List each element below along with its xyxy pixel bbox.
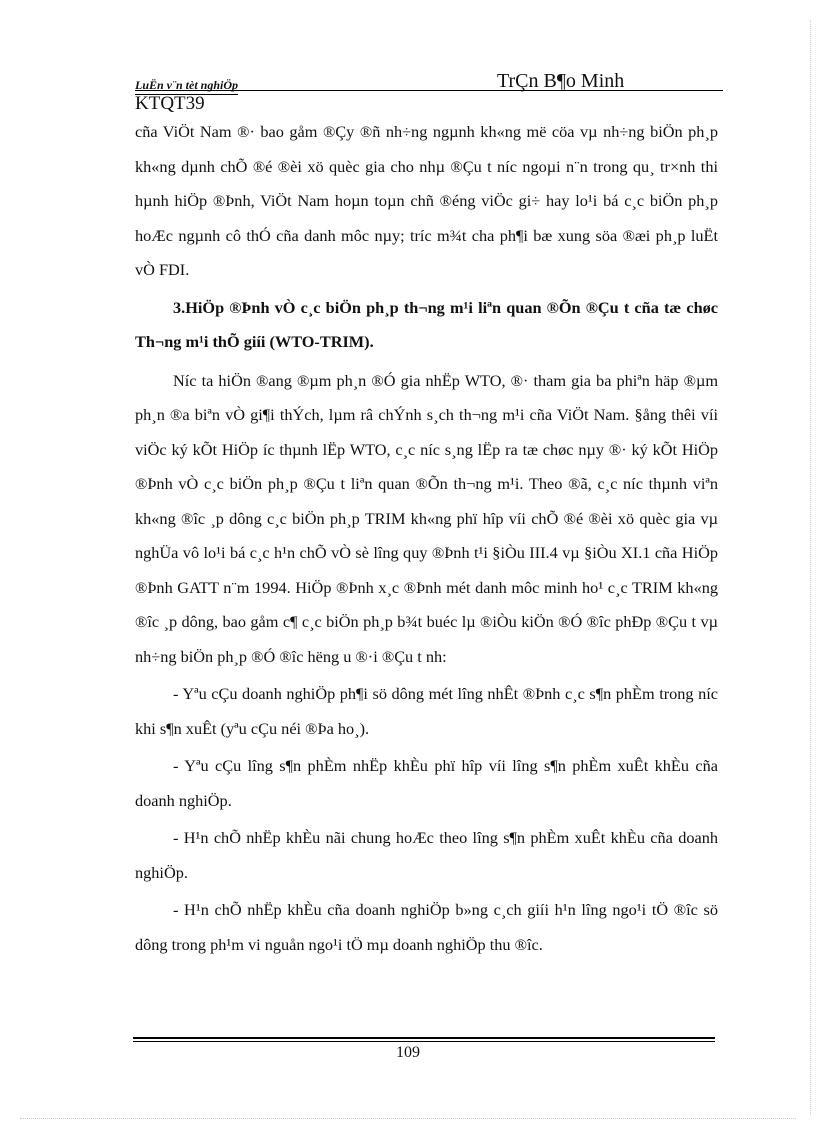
section-heading-text: 3.HiÖp ®Þnh vÒ c¸c biÖn ph¸p th¬ng m¹i liªn quan ®Õn ®Çu t cña tæ chøc Th¬ng m¹i thÕ giíi	[135, 297, 718, 351]
page-edge-right	[810, 20, 811, 1115]
page-edge-bottom	[20, 1118, 796, 1119]
bullet-item-3: - H¹n chÕ nhËp khÈu nãi chung hoÆc theo lîng s¶n phÈm xuÊt khÈu cña doanh nghiÖp.	[135, 828, 718, 882]
bullet-item-2: - Yªu cÇu lîng s¶n phÈm nhËp khÈu phï hîp víi lîng s¶n phÈm xuÊt khÈu cña doanh nghiÖp.	[135, 756, 718, 810]
bullet-item-1: - Yªu cÇu doanh nghiÖp ph¶i sö dông mét lîng nhÊt ®Þnh c¸c s¶n phÈm trong níc khi s¶n xuÊt (yªu cÇu néi ®Þa ho¸).	[135, 684, 718, 738]
intro-paragraph: cña ViÖt Nam ®· bao gåm ®Çy ®ñ nh÷ng ngµnh kh«ng më cöa vµ nh÷ng biÖn ph¸p kh«ng dµnh chÕ ®é ®èi xö quèc gia cho nhµ ®Çu t níc ngoµi n¨n trong qu¸ tr×nh thi hµnh hiÖp ®Þnh, ViÖt Nam hoµn toµn chñ ®éng viÖc gi÷ hay lo¹i bá c¸c biÖn ph¸p hoÆc ngµnh cô thÓ cña danh môc nµy; tríc m¾t cha ph¶i bæ xung söa ®æi ph¸p luËt vÒ FDI.	[135, 122, 718, 279]
section-heading	[135, 291, 718, 360]
footer-divider-thick	[133, 1037, 715, 1039]
thesis-header-title: LuËn v¨n tèt nghiÖp	[135, 78, 238, 95]
section-heading-acronym: (WTO-TRIM).	[269, 332, 374, 351]
page-number: 109	[396, 1044, 420, 1061]
class-code: KTQT39	[135, 93, 205, 114]
page-body	[135, 115, 718, 962]
footer-divider-thin	[133, 1041, 715, 1042]
main-paragraph: Níc ta hiÖn ®ang ®µm ph¸n ®Ó gia nhËp WTO, ®· tham gia ba phiªn häp ®µm ph¸n ®a biªn vÒ gi¶i thÝch, lµm râ chÝnh s¸ch th¬ng m¹i cña ViÖt Nam. §ång thêi víi viÖc ký kÕt HiÖp íc thµnh lËp WTO, c¸c níc s¸ng lËp ra tæ chøc nµy ®· ký kÕt HiÖp ®Þnh vÒ c¸c biÖn ph¸p ®Çu t liªn quan ®Õn th¬ng m¹i. Theo ®ã, c¸c níc thµnh viªn kh«ng ®îc ¸p dông c¸c biÖn ph¸p TRIM kh«ng phï hîp víi chÕ ®é ®èi xö quèc gia vµ nghÜa vô lo¹i bá c¸c h¹n chÕ vÒ sè lîng quy ®Þnh t¹i §iÒu III.4 vµ §iÒu XI.1 cña HiÖp ®Þnh GATT n¨m 1994. HiÖp ®Þnh x¸c ®Þnh mét danh môc minh ho¹ c¸c TRIM kh«ng ®îc ¸p dông, bao gåm c¶ c¸c biÖn ph¸p b¾t buéc lµ ®iÒu kiÖn ®Ó ®îc phÐp ®Çu t vµ nh÷ng biÖn ph¸p ®Ó ®îc hëng u ®·i ®Çu t nh:	[135, 370, 718, 666]
author-name: TrÇn B¶o Minh	[497, 70, 625, 92]
header-divider	[135, 90, 723, 91]
bullet-item-4: - H¹n chÕ nhËp khÈu cña doanh nghiÖp b»ng c¸ch giíi h¹n lîng ngo¹i tÖ ®îc sö dông trong ph¹m vi nguån ngo¹i tÖ mµ doanh nghiÖp thu ®îc.	[135, 900, 718, 954]
